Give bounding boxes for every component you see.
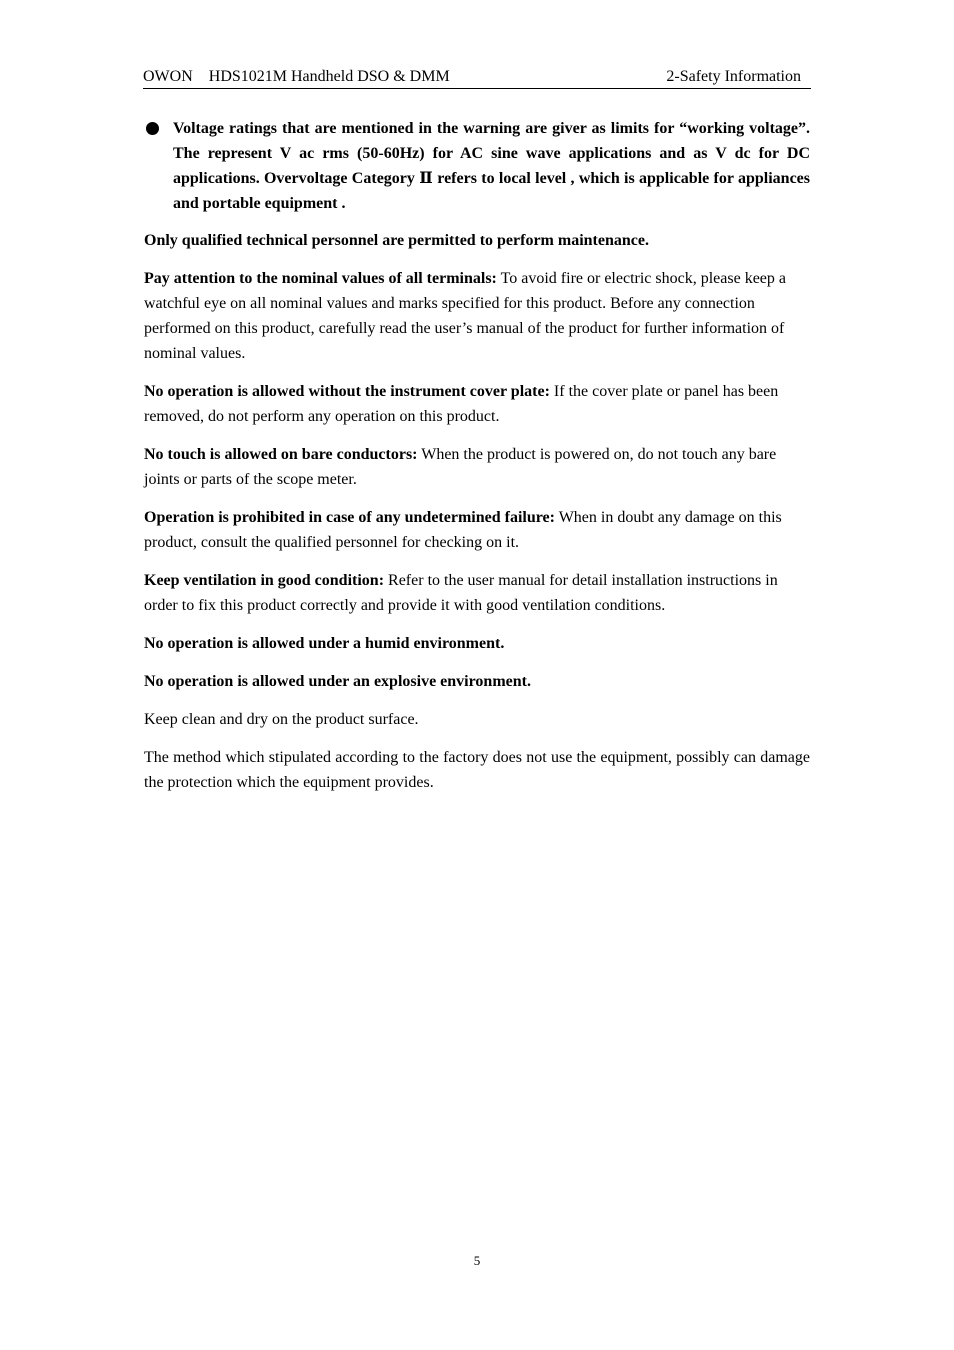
para-humid-environment: No operation is allowed under a humid environment.	[144, 635, 505, 652]
para-undetermined-failure-body: When in doubt any damage on this product, consult the qualified personnel for checking on it.	[144, 509, 782, 551]
para-cover-plate-body: If the cover plate or panel has been removed, do not perform any operation on this product.	[144, 383, 779, 425]
para-factory-method: The method which stipulated according to the factory does not use the equipment, possibly can damage the protection which the equipment provides.	[144, 749, 810, 791]
page-number: 5	[473, 1253, 481, 1268]
para-nominal-values-body: To avoid fire or electric shock, please keep a watchful eye on all nominal values and marks specified for this product. Before any connection performed on this product, carefully read the user’s manual of the product for further information of nominal values.	[144, 270, 786, 362]
para-keep-clean: Keep clean and dry on the product surface.	[144, 711, 419, 728]
para-nominal-values-heading: Pay attention to the nominal values of all terminals:	[144, 270, 497, 287]
para-bare-conductors-body: When the product is powered on, do not touch any bare joints or parts of the scope meter.	[144, 446, 777, 488]
para-undetermined-failure	[144, 505, 810, 555]
para-qualified-personnel: Only qualified technical personnel are permitted to perform maintenance.	[144, 232, 649, 249]
document-body	[144, 116, 810, 808]
para-bare-conductors-heading: No touch is allowed on bare conductors:	[144, 446, 418, 463]
para-ventilation-heading: Keep ventilation in good condition:	[144, 572, 385, 589]
para-explosive-environment: No operation is allowed under an explosive environment.	[144, 673, 531, 690]
para-undetermined-failure-heading: Operation is prohibited in case of any undetermined failure:	[144, 509, 555, 526]
para-ventilation-body: Refer to the user manual for detail installation instructions in order to fix this product correctly and provide it with good ventilation conditions.	[144, 572, 778, 614]
bullet-text: Voltage ratings that are mentioned in the warning are giver as limits for “working voltage”. The represent V ac rms (50-60Hz) for AC sine wave applications and as V dc for DC applications. Overvoltage Category Ⅱ refers to local level , which is applicable for appliances and portable equipment .	[173, 120, 810, 212]
header-title: OWON HDS1021M Handheld DSO & DMM	[143, 68, 450, 85]
para-cover-plate-heading: No operation is allowed without the instrument cover plate:	[144, 383, 550, 400]
page-header	[143, 66, 811, 89]
header-section: 2-Safety Information	[666, 68, 801, 85]
bullet-voltage-ratings	[144, 116, 810, 216]
para-nominal-values	[144, 266, 810, 366]
bullet-dot-icon	[146, 122, 159, 135]
para-ventilation	[144, 568, 810, 618]
para-cover-plate	[144, 379, 810, 429]
para-bare-conductors	[144, 442, 810, 492]
